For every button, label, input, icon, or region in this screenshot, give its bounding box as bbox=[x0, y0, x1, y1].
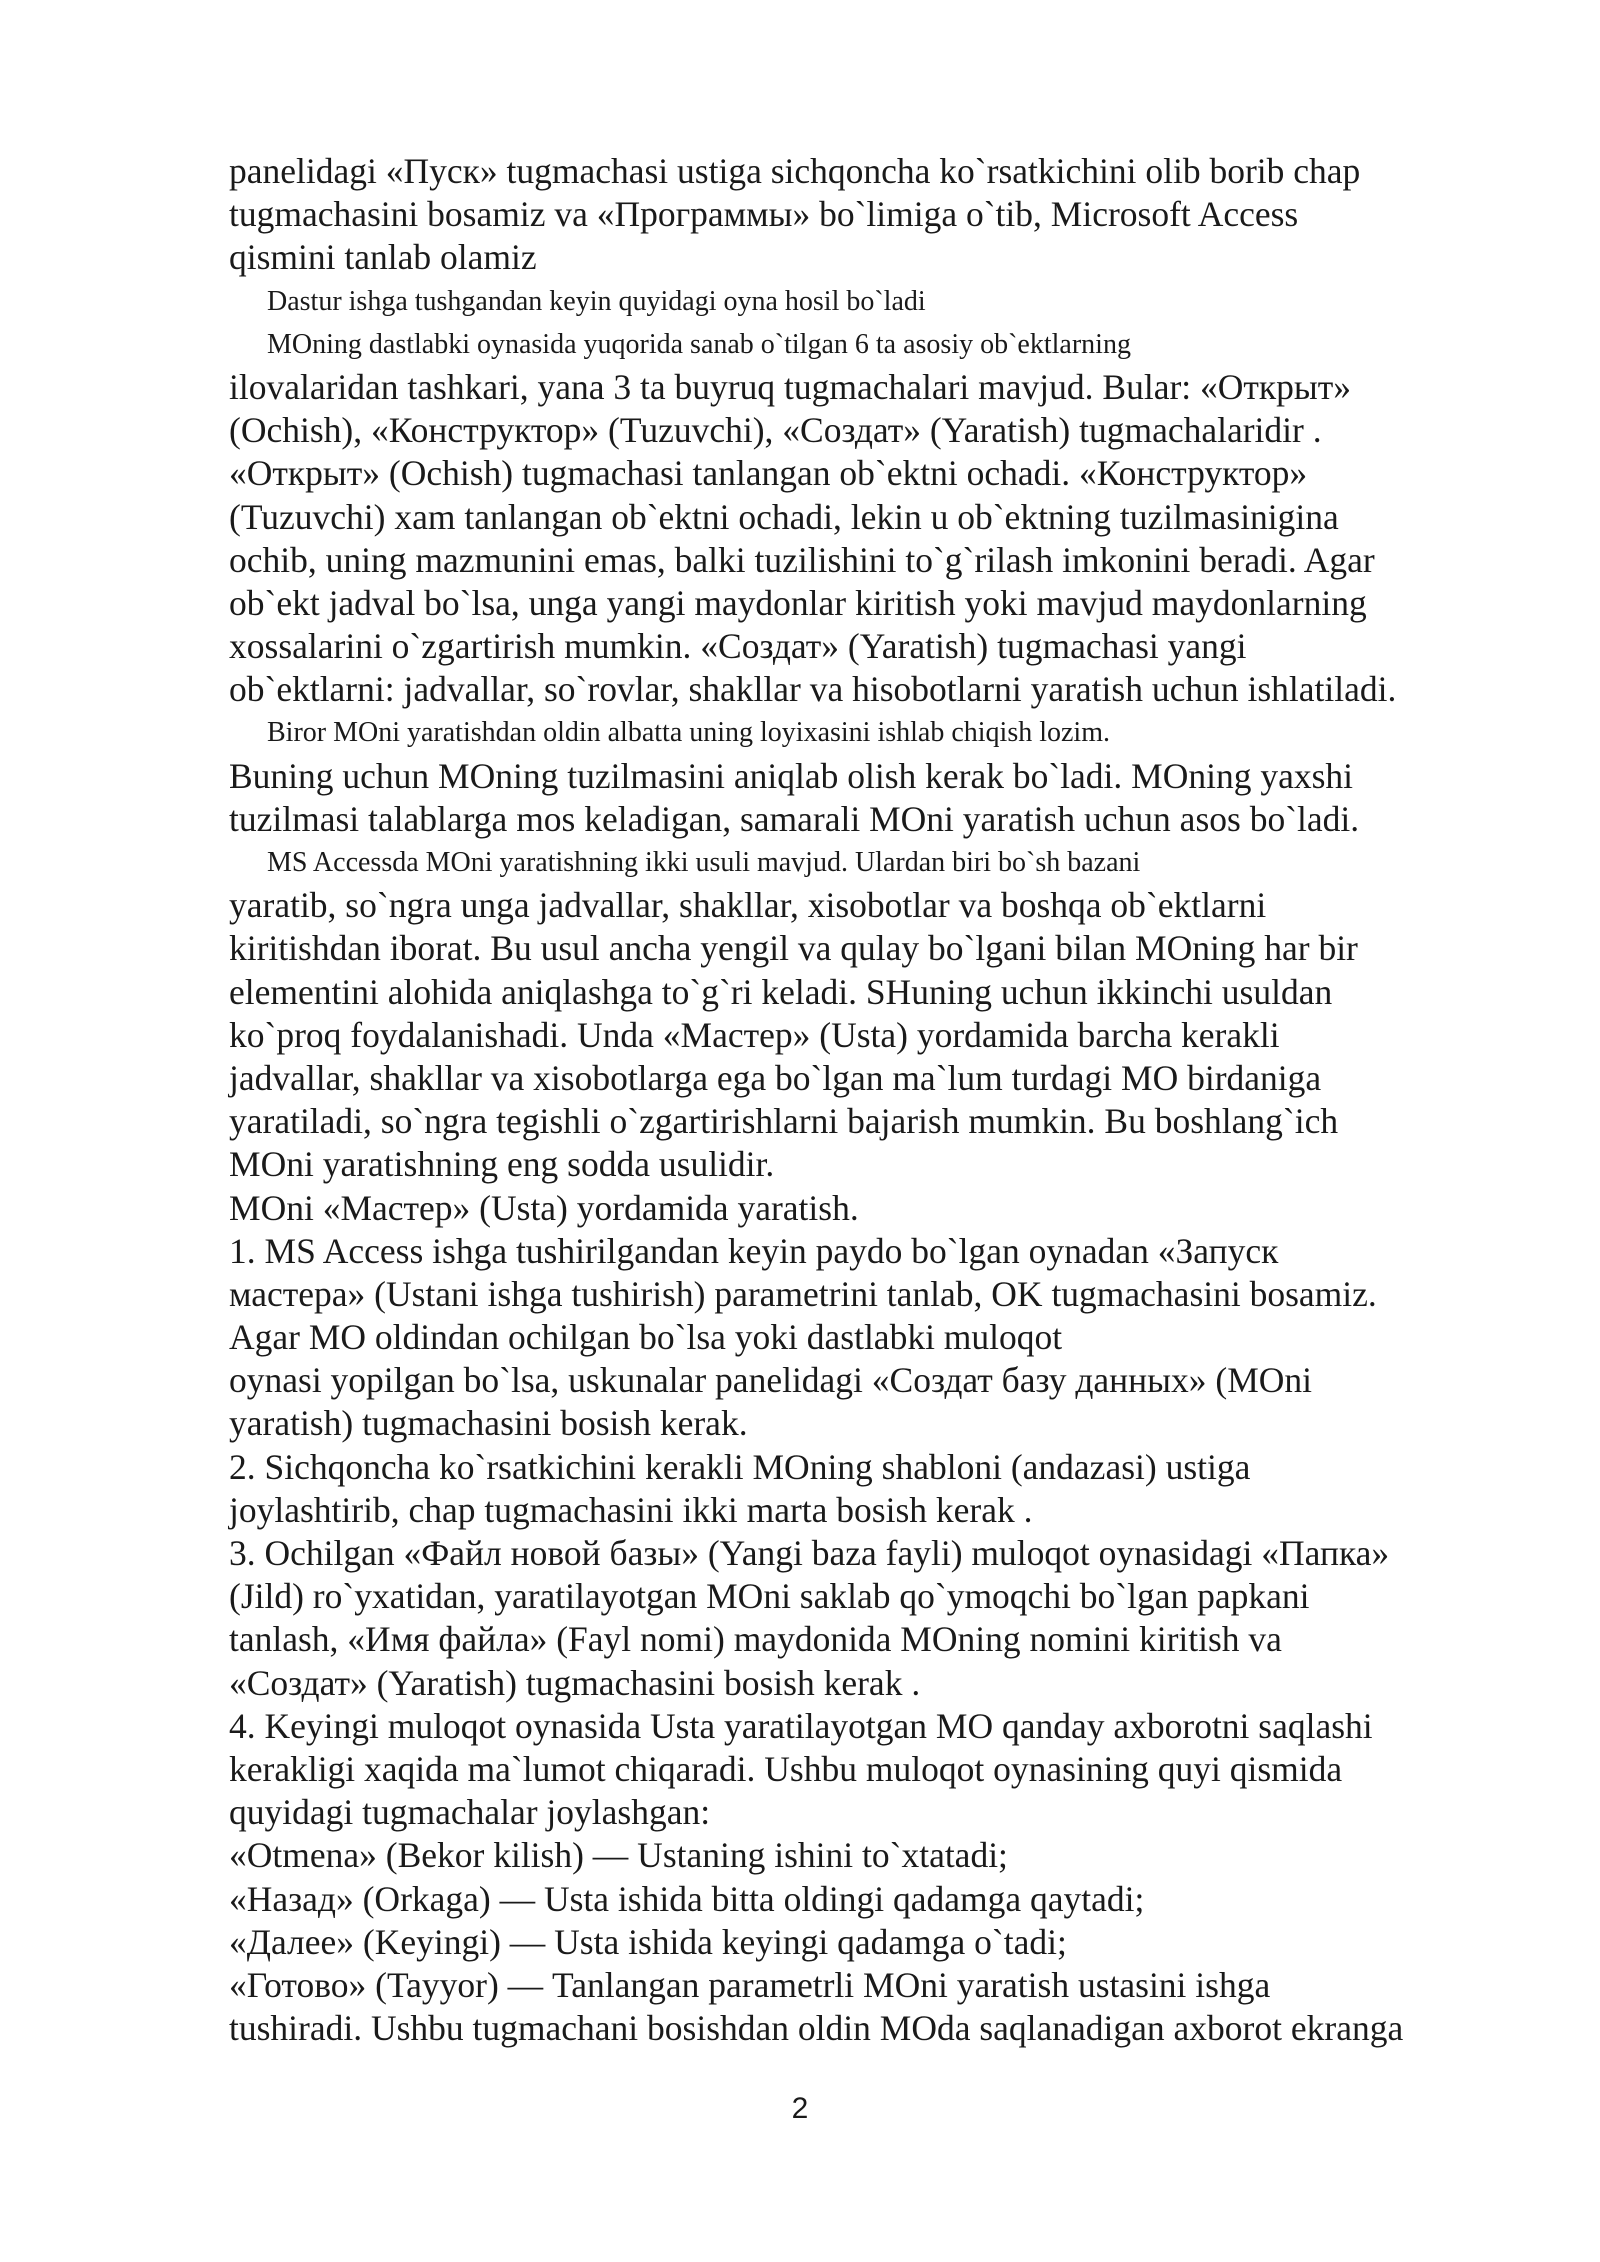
text-line: мастера» (Ustani ishga tushirish) parametrini tanlab, OK tugmachasini bosamiz. bbox=[229, 1273, 1377, 1314]
text-line: tushiradi. Ushbu tugmachani bosishdan oldin MOda saqlanadigan axborot ekranga bbox=[229, 2008, 1404, 2049]
text-line: (Tuzuvchi) xam tanlangan ob`ektni ochadi, lekin u ob`ektning tuzilmasinigina bbox=[229, 496, 1339, 537]
text-line: «Назад» (Orkaga) — Usta ishida bitta oldingi qadamga qaytadi; bbox=[229, 1878, 1145, 1919]
text-line: 4. Keyingi muloqot oynasida Usta yaratilayotgan MO qanday axborotni saqlashi bbox=[229, 1705, 1373, 1746]
text-line: xossalarini o`zgartirish mumkin. «Создат» (Yaratish) tugmachasi yangi bbox=[229, 626, 1247, 667]
text-line: yaratiladi, so`ngra tegishli o`zgartirishlarni bajarish mumkin. Bu boshlang`ich bbox=[229, 1101, 1339, 1142]
text-line: tugmachasini bosamiz va «Программы» bo`limiga o`tib, Microsoft Access bbox=[229, 194, 1299, 235]
text-line: Agar MO oldindan ochilgan bo`lsa yoki dastlabki muloqot bbox=[229, 1317, 1063, 1358]
text-line: kerakligi xaqida ma`lumot chiqaradi. Ushbu muloqot oynasining quyi qismida bbox=[229, 1748, 1343, 1789]
text-line: yaratish) tugmachasini bosish kerak. bbox=[229, 1403, 748, 1444]
text-line: Buning uchun MOning tuzilmasini aniqlab olish kerak bo`ladi. MOning yaxshi bbox=[229, 755, 1354, 796]
document-body bbox=[229, 150, 1494, 2050]
text-line: «Otmena» (Bekor kilish) — Ustaning ishini to`xtatadi; bbox=[229, 1835, 1008, 1876]
text-line: 3. Ochilgan «Файл новой базы» (Yangi baza fayli) muloqot oynasidagi «Папка» bbox=[229, 1533, 1390, 1573]
text-line: oynasi yopilgan bo`lsa, uskunalar panelidagi «Создат базу данных» (MOni bbox=[229, 1360, 1313, 1401]
text-line: ko`proq foydalanishadi. Unda «Мастер» (Usta) yordamida barcha kerakli bbox=[229, 1014, 1280, 1055]
text-line: kiritishdan iborat. Bu usul ancha yengil va qulay bo`lgani bilan MOning har bir bbox=[229, 928, 1358, 969]
text-line: ochib, uning mazmunini emas, balki tuzilishini to`g`rilash imkonini beradi. Agar bbox=[229, 539, 1375, 580]
text-line: 2. Sichqoncha ko`rsatkichini kerakli MOning shabloni (andazasi) ustiga bbox=[229, 1446, 1251, 1487]
text-line: (Jild) ro`yxatidan, yaratilayotgan MOni saklab qo`ymoqchi bo`lgan papkani bbox=[229, 1576, 1310, 1617]
text-line: Biror MOni yaratishdan oldin albatta uning loyixasini ishlab chiqish lozim. bbox=[267, 717, 1110, 749]
text-line: ob`ektlarni: jadvallar, so`rovlar, shakllar va hisobotlarni yaratish uchun ishlatiladi. bbox=[229, 669, 1397, 710]
text-line: 1. MS Access ishga tushirilgandan keyin paydo bo`lgan oynadan «Запуск bbox=[229, 1230, 1279, 1271]
page-number: 2 bbox=[791, 2092, 809, 2125]
text-line: panelidagi «Пуск» tugmachasi ustiga sichqoncha ko`rsatkichini olib borib chap bbox=[229, 151, 1361, 191]
text-line: MOning dastlabki oynasida yuqorida sanab o`tilgan 6 ta asosiy ob`ektlarning bbox=[267, 328, 1131, 360]
text-line: quyidagi tugmachalar joylashgan: bbox=[229, 1792, 711, 1833]
text-line: «Далее» (Keyingi) — Usta ishida keyingi qadamga o`tadi; bbox=[229, 1921, 1067, 1962]
text-line: MOni yaratishning eng sodda usulidir. bbox=[229, 1144, 775, 1185]
text-line: tuzilmasi talablarga mos keladigan, samarali MOni yaratish uchun asos bo`ladi. bbox=[229, 798, 1360, 839]
text-line: yaratib, so`ngra unga jadvallar, shakllar, xisobotlar va boshqa ob`ektlarni bbox=[229, 885, 1267, 926]
text-line: «Открыт» (Ochish) tugmachasi tanlangan ob`ektni ochadi. «Конструктор» bbox=[229, 453, 1308, 494]
text-line: MOni «Мастер» (Usta) yordamida yaratish. bbox=[229, 1187, 859, 1228]
text-line: jadvallar, shakllar va xisobotlarga ega bo`lgan ma`lum turdagi MO birdaniga bbox=[229, 1057, 1322, 1098]
text-line: elementini alohida aniqlashga to`g`ri keladi. SHuning uchun ikkinchi usuldan bbox=[229, 971, 1333, 1012]
text-line: «Создат» (Yaratish) tugmachasini bosish kerak . bbox=[229, 1662, 921, 1703]
text-line: joylashtirib, chap tugmachasini ikki marta bosish kerak . bbox=[229, 1489, 1033, 1530]
text-line: ilovalaridan tashkari, yana 3 ta buyruq tugmachalari mavjud. Bular: «Открыт» bbox=[229, 366, 1352, 407]
text-line: Dastur ishga tushgandan keyin quyidagi oyna hosil bo`ladi bbox=[267, 285, 926, 317]
text-line: ob`ekt jadval bo`lsa, unga yangi maydonlar kiritish yoki mavjud maydonlarning bbox=[229, 582, 1367, 623]
text-line: «Готово» (Tayyor) — Tanlangan parametrli MOni yaratish ustasini ishga bbox=[229, 1964, 1271, 2005]
text-line: MS Accessda MOni yaratishning ikki usuli mavjud. Ulardan biri bo`sh bazani bbox=[267, 847, 1141, 878]
text-line: qismini tanlab olamiz bbox=[229, 237, 537, 278]
text-line: (Ochish), «Конструктор» (Tuzuvchi), «Создат» (Yaratish) tugmachalaridir . bbox=[229, 410, 1322, 451]
text-line: tanlash, «Имя файла» (Fayl nomi) maydonida MOning nomini kiritish va bbox=[229, 1619, 1282, 1660]
